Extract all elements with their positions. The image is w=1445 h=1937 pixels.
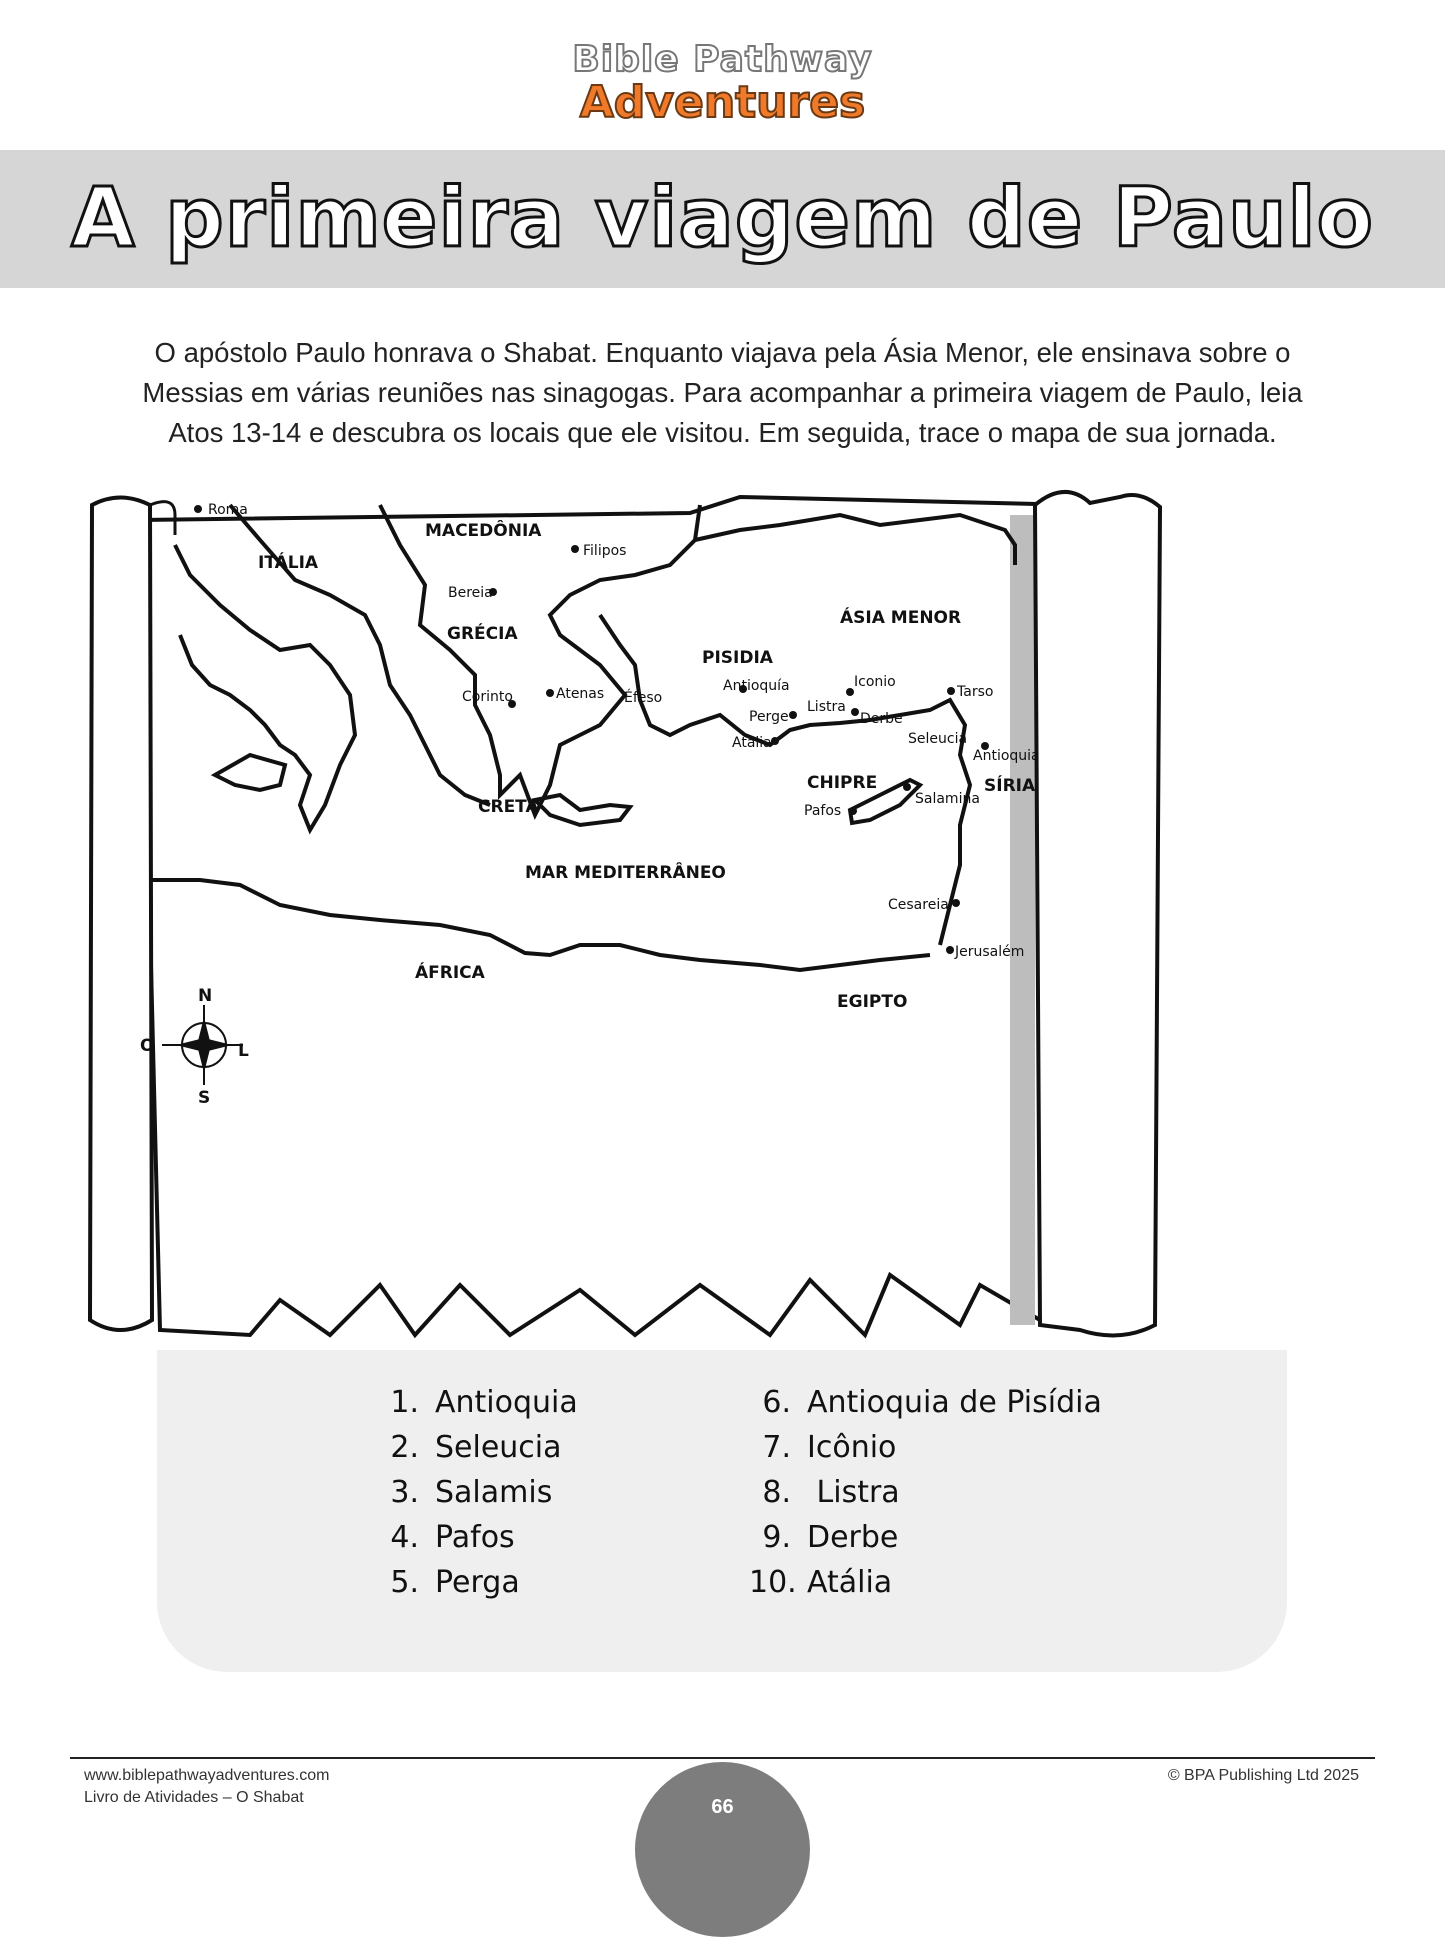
logo-text-bottom: Adventures	[579, 77, 866, 128]
label-italia: ITÁLIA	[258, 553, 319, 573]
list-item: 7. Icônio	[762, 1430, 897, 1465]
page-number: 66	[711, 1796, 734, 1818]
city-perge: Perge	[749, 709, 789, 725]
city-seleucia: Seleucia	[908, 731, 968, 747]
city-iconio: Iconio	[854, 674, 896, 690]
city-roma: Roma	[208, 502, 248, 518]
city-filipos: Filipos	[583, 543, 627, 559]
footer-left	[84, 1765, 329, 1809]
city-pafos: Pafos	[804, 803, 842, 819]
label-mar: MAR MEDITERRÂNEO	[525, 863, 726, 883]
page-title: A primeira viagem de Paulo	[71, 171, 1374, 266]
city-derbe: Derbe	[860, 711, 903, 727]
compass-n: N	[198, 986, 213, 1006]
list-item: 5. Perga	[390, 1565, 520, 1600]
label-egipto: EGIPTO	[837, 992, 908, 1012]
intro-line-3: Atos 13-14 e descubra os locais que ele visitou. Em seguida, trace o mapa de sua jornada.	[168, 417, 1277, 448]
list-panel	[157, 1350, 1287, 1672]
footer-copyright: © BPA Publishing Ltd 2025	[1167, 1767, 1359, 1784]
footer-website-link[interactable]: www.biblepathwayadventures.com	[84, 1767, 330, 1784]
city-atalia: Atalia	[732, 735, 772, 751]
page-number-badge	[635, 1762, 810, 1937]
label-africa: ÁFRICA	[415, 963, 485, 983]
intro-paragraph	[70, 333, 1375, 453]
city-cesareia: Cesareia	[888, 897, 949, 913]
list-item: 4. Pafos	[390, 1520, 515, 1555]
city-listra: Listra	[807, 699, 846, 715]
city-salamina: Salamina	[915, 791, 980, 807]
intro-line-2: Messias em várias reuniões nas sinagogas. Para acompanhar a primeira viagem de Paulo, leia	[142, 377, 1303, 408]
compass-s: S	[198, 1088, 211, 1108]
city-bereia: Bereia	[448, 585, 493, 601]
scroll-right-roll	[1035, 492, 1160, 1335]
city-corinto: Corinto	[462, 689, 513, 705]
places-list-right	[749, 1380, 1102, 1605]
map-scroll	[80, 485, 1365, 1355]
city-atenas: Atenas	[556, 686, 605, 702]
city-efeso: Éfeso	[624, 690, 663, 706]
list-item: 9. Derbe	[762, 1520, 899, 1555]
label-asia-menor: ÁSIA MENOR	[840, 608, 962, 628]
logo-text-top: Bible Pathway	[572, 39, 873, 80]
list-item: 8. Listra	[762, 1475, 900, 1510]
city-jerusalem: Jerusalém	[955, 944, 1025, 960]
logo	[0, 38, 1445, 138]
city-antioquia: Antioquia	[973, 748, 1040, 764]
label-creta: CRETA	[478, 797, 539, 817]
footer-rule	[70, 1757, 1375, 1759]
city-antioquia-pisidia: Antioquía	[723, 678, 790, 694]
list-item: 6. Antioquia de Pisídia	[762, 1385, 1102, 1420]
label-macedonia: MACEDÔNIA	[425, 521, 542, 541]
list-item: 3. Salamis	[390, 1475, 553, 1510]
list-item: 1. Antioquia	[390, 1385, 578, 1420]
label-siria: SÍRIA	[984, 776, 1036, 796]
label-chipre: CHIPRE	[807, 773, 878, 793]
footer-book-title: Livro de Atividades – O Shabat	[84, 1789, 304, 1806]
list-item: 2. Seleucia	[390, 1430, 562, 1465]
compass-o: O	[140, 1036, 155, 1056]
scroll-left-roll	[90, 498, 155, 1331]
city-tarso: Tarso	[957, 684, 994, 700]
intro-line-1: O apóstolo Paulo honrava o Shabat. Enquanto viajava pela Ásia Menor, ele ensinava sobre o	[154, 337, 1291, 368]
label-grecia: GRÉCIA	[447, 624, 518, 644]
compass-l: L	[238, 1041, 249, 1061]
places-list-left	[377, 1380, 578, 1605]
list-item: 10. Atália	[749, 1565, 893, 1600]
label-pisidia: PISIDIA	[702, 648, 773, 668]
